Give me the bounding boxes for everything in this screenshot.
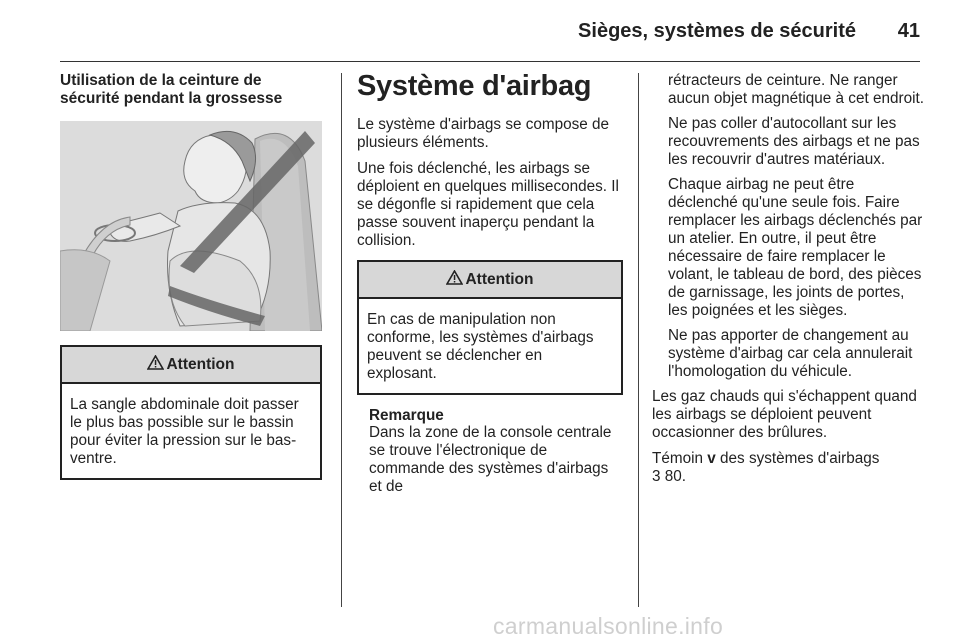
no-modification-paragraph: Ne pas apporter de changement au système d'airbag car cela annulerait l'homologation du véhicule. <box>668 327 913 380</box>
warning-text: En cas de manipulation non conforme, les systèmes d'airbags peuvent se déclencher en explosant. <box>367 311 594 382</box>
sticker-paragraph: Ne pas coller d'autocollant sur les recouvrements des airbags et ne pas les recouvrir d'autres matériaux. <box>668 115 920 168</box>
warning-box-pregnancy <box>60 345 322 480</box>
seatbelt-illustration-svg <box>60 121 322 331</box>
column-divider-1 <box>341 73 342 607</box>
note-title: Remarque <box>369 407 444 424</box>
indicator-label: Témoin <box>652 450 704 467</box>
page-number: 41 <box>897 20 920 42</box>
note-continued-paragraph: rétracteurs de ceinture. Ne ranger aucun objet magnétique à cet endroit. <box>668 72 924 107</box>
warning-triangle-icon <box>446 269 463 290</box>
pregnant-seatbelt-illustration <box>60 121 322 331</box>
pregnancy-heading: Utilisation de la ceinture de sécurité pendant la grossesse <box>60 72 283 107</box>
column-divider-2 <box>638 73 639 607</box>
column-3 <box>652 72 924 494</box>
note-text: Dans la zone de la console centrale se trouve l'électronique de commande des systèmes d'airbags et de <box>369 424 612 495</box>
warning-text: La sangle abdominale doit passer le plus bas possible sur le bassin pour éviter la pression sur le bas-ventre. <box>70 396 299 467</box>
warning-header <box>62 347 320 384</box>
indicator-paragraph <box>652 450 924 486</box>
indicator-suffix: des systèmes d'airbags <box>720 450 880 467</box>
header-divider <box>60 61 920 62</box>
warning-header <box>359 262 621 299</box>
airbag-intro-paragraph: Le système d'airbags se compose de plusieurs éléments. <box>357 116 610 151</box>
page-reference-link[interactable]: 3 80. <box>652 468 687 485</box>
warning-triangle-icon <box>147 354 164 375</box>
column-1 <box>60 72 322 492</box>
column-2 <box>357 72 623 496</box>
airbag-deploy-paragraph: Une fois déclenché, les airbags se déploient en quelques millisecondes. Il se dégonfle si rapidement que cela passe souvent inaperçu pendant la collision. <box>357 160 619 249</box>
single-use-paragraph: Chaque airbag ne peut être déclenché qu'une seule fois. Faire remplacer les airbags déclenchés par un atelier. En outre, il peut être nécessaire de faire remplacer le volant, le tableau de bord, des pièces de garnissage, les joints de portes, les poignées et les sièges. <box>668 176 923 319</box>
watermark: carmanualsonline.info <box>493 613 724 639</box>
warning-title: Attention <box>465 270 534 288</box>
warning-box-airbag <box>357 260 623 395</box>
page-header <box>0 0 960 62</box>
warning-title: Attention <box>166 355 235 373</box>
airbag-heading: Système d'airbag <box>357 70 592 102</box>
airbag-indicator-icon: v <box>707 450 716 467</box>
section-title: Sièges, systèmes de sécurité <box>578 20 856 42</box>
hot-gas-paragraph: Les gaz chauds qui s'échappent quand les airbags se déploient peuvent occasionner des brûlures. <box>652 388 917 441</box>
